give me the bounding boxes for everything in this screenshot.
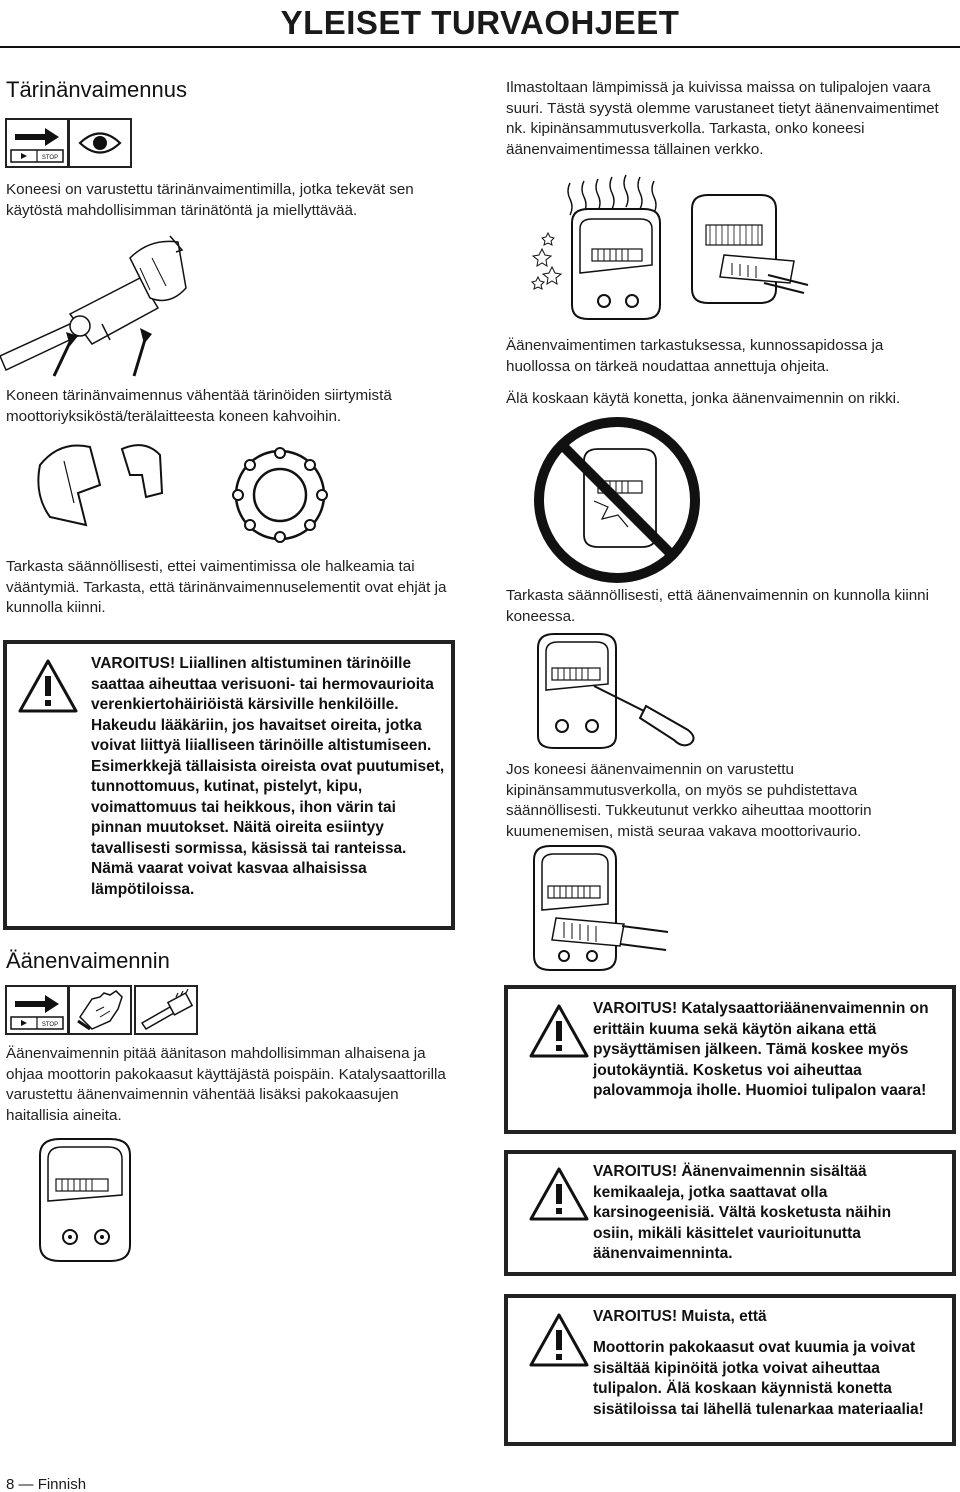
exhaust-warning-text: Moottorin pakokaasut ovat kuumia ja voivat sisältää kipinöitä jotka voivat aiheuttaa tulipalon. Älä koskaan käynnistä konetta sisätiloissa tai lähellä tulenarkaa materiaalia! xyxy=(593,1339,924,1418)
vibration-warning-box xyxy=(3,640,455,930)
vibration-para1: Koneesi on varustettu tärinänvaimentimilla, jotka tekevät sen käytöstä mahdollisimman tärinätöntä ja miellyttävää. xyxy=(6,181,414,219)
catalytic-warning-box xyxy=(504,985,956,1134)
spark-arrester-para: Ilmastoltaan lämpimissä ja kuivissa maissa on tulipalojen vaara suuri. Tästä syystä olemme varustaneet tietyt äänenvaimentimet nk. kipinänsammutusverkolla. Tarkasta, onko koneesi äänenvaimentimessa tällainen verkko. xyxy=(506,79,939,158)
clean-screen-para: Jos koneesi äänenvaimennin on varustettu kipinänsammutusverkolla, on myös se puhdistettava säännöllisesti. Tukkeutunut verkko aiheuttaa moottorin kuumenemisen, mistä seuraa vakava moottorivaurio. xyxy=(506,761,872,840)
damper-parts-illustration xyxy=(30,435,330,545)
warning-triangle-icon xyxy=(528,1003,590,1059)
screen-cleaning-illustration xyxy=(526,842,686,974)
screwdriver-illustration xyxy=(530,630,710,752)
warning-triangle-icon xyxy=(528,1312,590,1368)
prohibition-illustration xyxy=(532,415,702,585)
eye-protection-icon xyxy=(68,118,132,168)
warning-triangle-icon xyxy=(17,658,79,714)
stop-icon-text-2: STOP xyxy=(41,1022,59,1028)
chemical-warning-text: VAROITUS! Äänenvaimennin sisältää kemikaaleja, jotka saattavat olla karsinogeenisiä. Vältä kosketusta näihin osiin, mikäli käsittelet vaurioitunutta äänenvaimenninta. xyxy=(593,1163,892,1262)
vibration-para3: Tarkasta säännöllisesti, ettei vaimentimissa ole halkeamia tai vääntymiä. Tarkasta, että tärinänvaimennuselementit ovat ehjät ja kunnolla kiinni. xyxy=(6,558,447,616)
exhaust-warning-title: VAROITUS! Muista, että xyxy=(593,1308,767,1325)
brush-icon xyxy=(134,985,198,1035)
vibration-warning-body: Liiallinen altistuminen tärinöille saattaa aiheuttaa verisuoni- tai hermovaurioita verenkiertohäiriöistä kärsiville henkilöille. Hakeudu lääkäriin, jos havaitset oireita, jotka voivat liittyä liialliseen tärinöille altistumiseen. Esimerkkejä tällaisista oireista ovat puutumiset, tunnottomuus, kutinat, pistelyt, kipu, voimattomuus tai heikkous, ihon värin tai pinnan muutokset. Näitä oireita esiintyy tavallisesti sormissa, käsissä tai ranteissa. Nämä vaarat voivat kasvaa alhaisissa lämpötiloissa. xyxy=(91,655,445,898)
footer-language: Finnish xyxy=(37,1476,87,1492)
footer-dash: — xyxy=(18,1476,34,1492)
gloves-icon xyxy=(68,985,132,1035)
muffler-illustration-left xyxy=(30,1135,140,1265)
maintenance-para: Äänenvaimentimen tarkastuksessa, kunnossapidossa ja huollossa on tärkeä noudattaa annettuja ohjeita. xyxy=(506,337,884,375)
vibration-heading: Tärinänvaimennus xyxy=(6,77,187,102)
check-fastened-para: Tarkasta säännöllisesti, että äänenvaimennin on kunnolla kiinni koneessa. xyxy=(506,587,929,625)
exhaust-warning-box xyxy=(504,1294,956,1446)
page-footer xyxy=(6,1476,86,1492)
muffler-para: Äänenvaimennin pitää äänitason mahdollisimman alhaisena ja ohjaa moottorin pakokaasut käyttäjästä poispäin. Katalysaattorilla varustettu äänenvaimennin vähentää lisäksi pakokaasujen haitallisia aineita. xyxy=(6,1045,446,1124)
stop-icon-text: STOP xyxy=(41,155,59,161)
vibration-para2: Koneen tärinänvaimennus vähentää tärinöiden siirtymistä moottoriyksiköstä/terälaitteesta koneen kahvoihin. xyxy=(6,387,392,425)
header-rule xyxy=(0,46,960,48)
read-manual-icon-2 xyxy=(5,985,69,1035)
vibration-warning-label: VAROITUS! xyxy=(91,655,176,672)
page-number: 8 xyxy=(6,1476,15,1492)
muffler-heading: Äänenvaimennin xyxy=(6,948,170,973)
page-title: YLEISET TURVAOHJEET xyxy=(280,4,680,41)
broken-muffler-para: Älä koskaan käytä konetta, jonka äänenvaimennin on rikki. xyxy=(506,390,901,407)
read-manual-icon xyxy=(5,118,69,168)
vibration-damper-illustration xyxy=(0,228,230,378)
warning-triangle-icon xyxy=(528,1166,590,1222)
vibration-warning-text xyxy=(91,654,447,900)
catalytic-warning-text: VAROITUS! Katalysaattoriäänenvaimennin on erittäin kuuma sekä käytön aikana että pysäyttämisen jälkeen. Tämä koskee myös joutokäyntiä. Kosketus voi aiheuttaa palovammoja iholle. Huomioi tulipalon vaara! xyxy=(593,1000,929,1099)
chemical-warning-box xyxy=(504,1150,956,1276)
spark-arrester-illustration xyxy=(528,165,818,325)
